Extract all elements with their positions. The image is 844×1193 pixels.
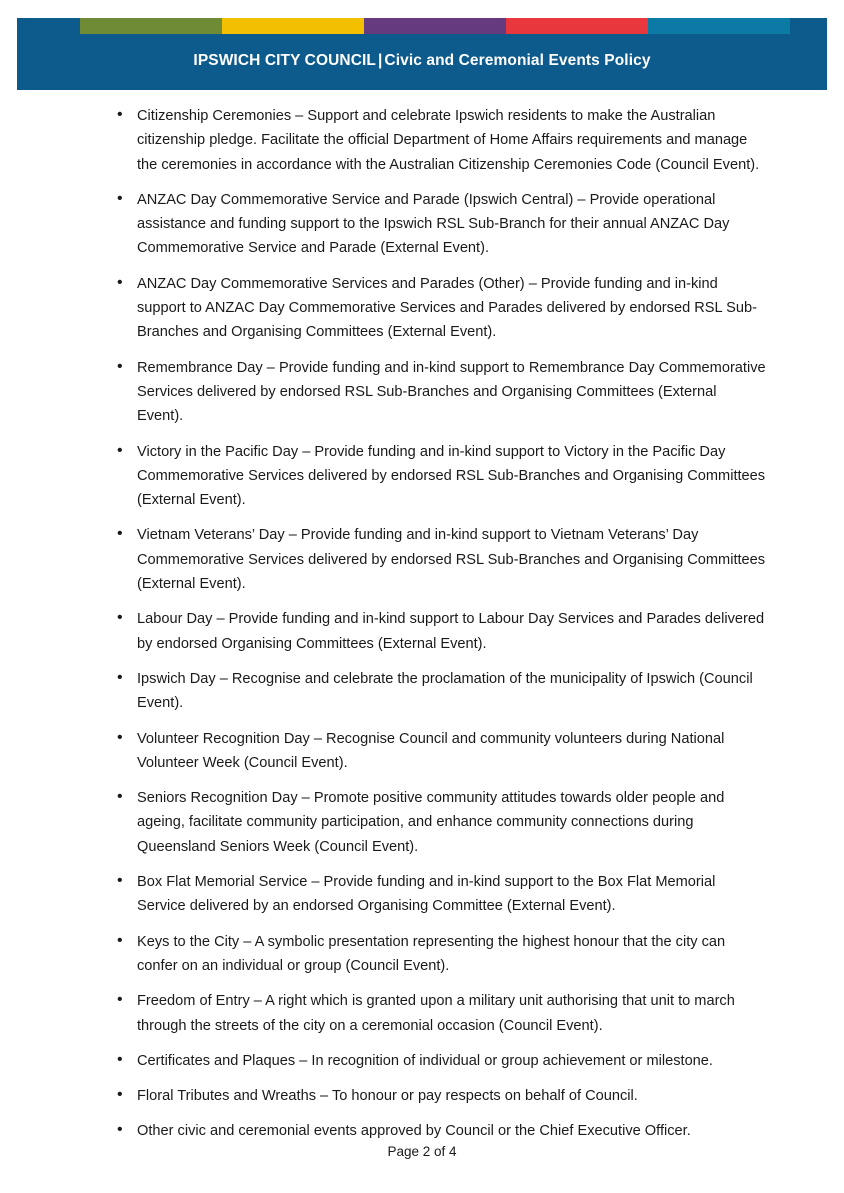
event-type-bullet-list — [0, 104, 844, 1144]
list-item: • Citizenship Ceremonies – Support and celebrate Ipswich residents to make the Australian citizenship pledge. Facilitate the official Department of Home Affairs requirements and manage the ceremonies in accordance with the Australian Citizenship Ceremonies Code (Council Event). — [0, 104, 844, 177]
teal-swatch — [648, 18, 790, 34]
list-item: • Remembrance Day – Provide funding and in-kind support to Remembrance Day Commemorative Services delivered by endorsed RSL Sub-Branches and Organising Committees (External Event). — [0, 356, 844, 429]
list-item: • Other civic and ceremonial events approved by Council or the Chief Executive Officer. — [0, 1119, 844, 1143]
document-header-band — [17, 18, 827, 90]
list-item: • ANZAC Day Commemorative Services and Parades (Other) – Provide funding and in-kind support to ANZAC Day Commemorative Services and Parades delivered by endorsed RSL Sub-Branches and Organising Committees (External Event). — [0, 272, 844, 345]
document-body — [0, 104, 844, 1155]
header-separator: | — [377, 52, 383, 69]
page-footer: Page 2 of 4 — [387, 1144, 457, 1159]
olive-green-swatch — [80, 18, 222, 34]
list-item: • Ipswich Day – Recognise and celebrate the proclamation of the municipality of Ipswich (Council Event). — [0, 667, 844, 716]
brand-color-strip — [80, 18, 790, 34]
gold-swatch — [222, 18, 364, 34]
red-swatch — [506, 18, 648, 34]
header-policy-title: Civic and Ceremonial Events Policy — [384, 52, 651, 69]
list-item: • Victory in the Pacific Day – Provide funding and in-kind support to Victory in the Pacific Day Commemorative Services delivered by endorsed RSL Sub-Branches and Organising Committees (External Event). — [0, 440, 844, 513]
list-item: • Volunteer Recognition Day – Recognise Council and community volunteers during National Volunteer Week (Council Event). — [0, 727, 844, 776]
page-title — [17, 52, 827, 70]
list-item: • Seniors Recognition Day – Promote positive community attitudes towards older people and ageing, facilitate community participation, and enhance community connections during Queensland Seniors Week (Council Event). — [0, 786, 844, 859]
list-item: • ANZAC Day Commemorative Service and Parade (Ipswich Central) – Provide operational assistance and funding support to the Ipswich RSL Sub-Branch for their annual ANZAC Day Commemorative Service and Parade (External Event). — [0, 188, 844, 261]
purple-swatch — [364, 18, 506, 34]
header-organisation: IPSWICH CITY COUNCIL — [193, 52, 376, 69]
list-item: • Box Flat Memorial Service – Provide funding and in-kind support to the Box Flat Memorial Service delivered by an endorsed Organising Committee (External Event). — [0, 870, 844, 919]
list-item: • Certificates and Plaques – In recognition of individual or group achievement or milestone. — [0, 1049, 844, 1073]
list-item: • Labour Day – Provide funding and in-kind support to Labour Day Services and Parades delivered by endorsed Organising Committees (External Event). — [0, 607, 844, 656]
list-item: • Floral Tributes and Wreaths – To honour or pay respects on behalf of Council. — [0, 1084, 844, 1108]
list-item: • Keys to the City – A symbolic presentation representing the highest honour that the city can confer on an individual or group (Council Event). — [0, 930, 844, 979]
list-item: • Freedom of Entry – A right which is granted upon a military unit authorising that unit to march through the streets of the city on a ceremonial occasion (Council Event). — [0, 989, 844, 1038]
list-item: • Vietnam Veterans’ Day – Provide funding and in-kind support to Vietnam Veterans’ Day Commemorative Services delivered by endorsed RSL Sub-Branches and Organising Committees (External Event). — [0, 523, 844, 596]
